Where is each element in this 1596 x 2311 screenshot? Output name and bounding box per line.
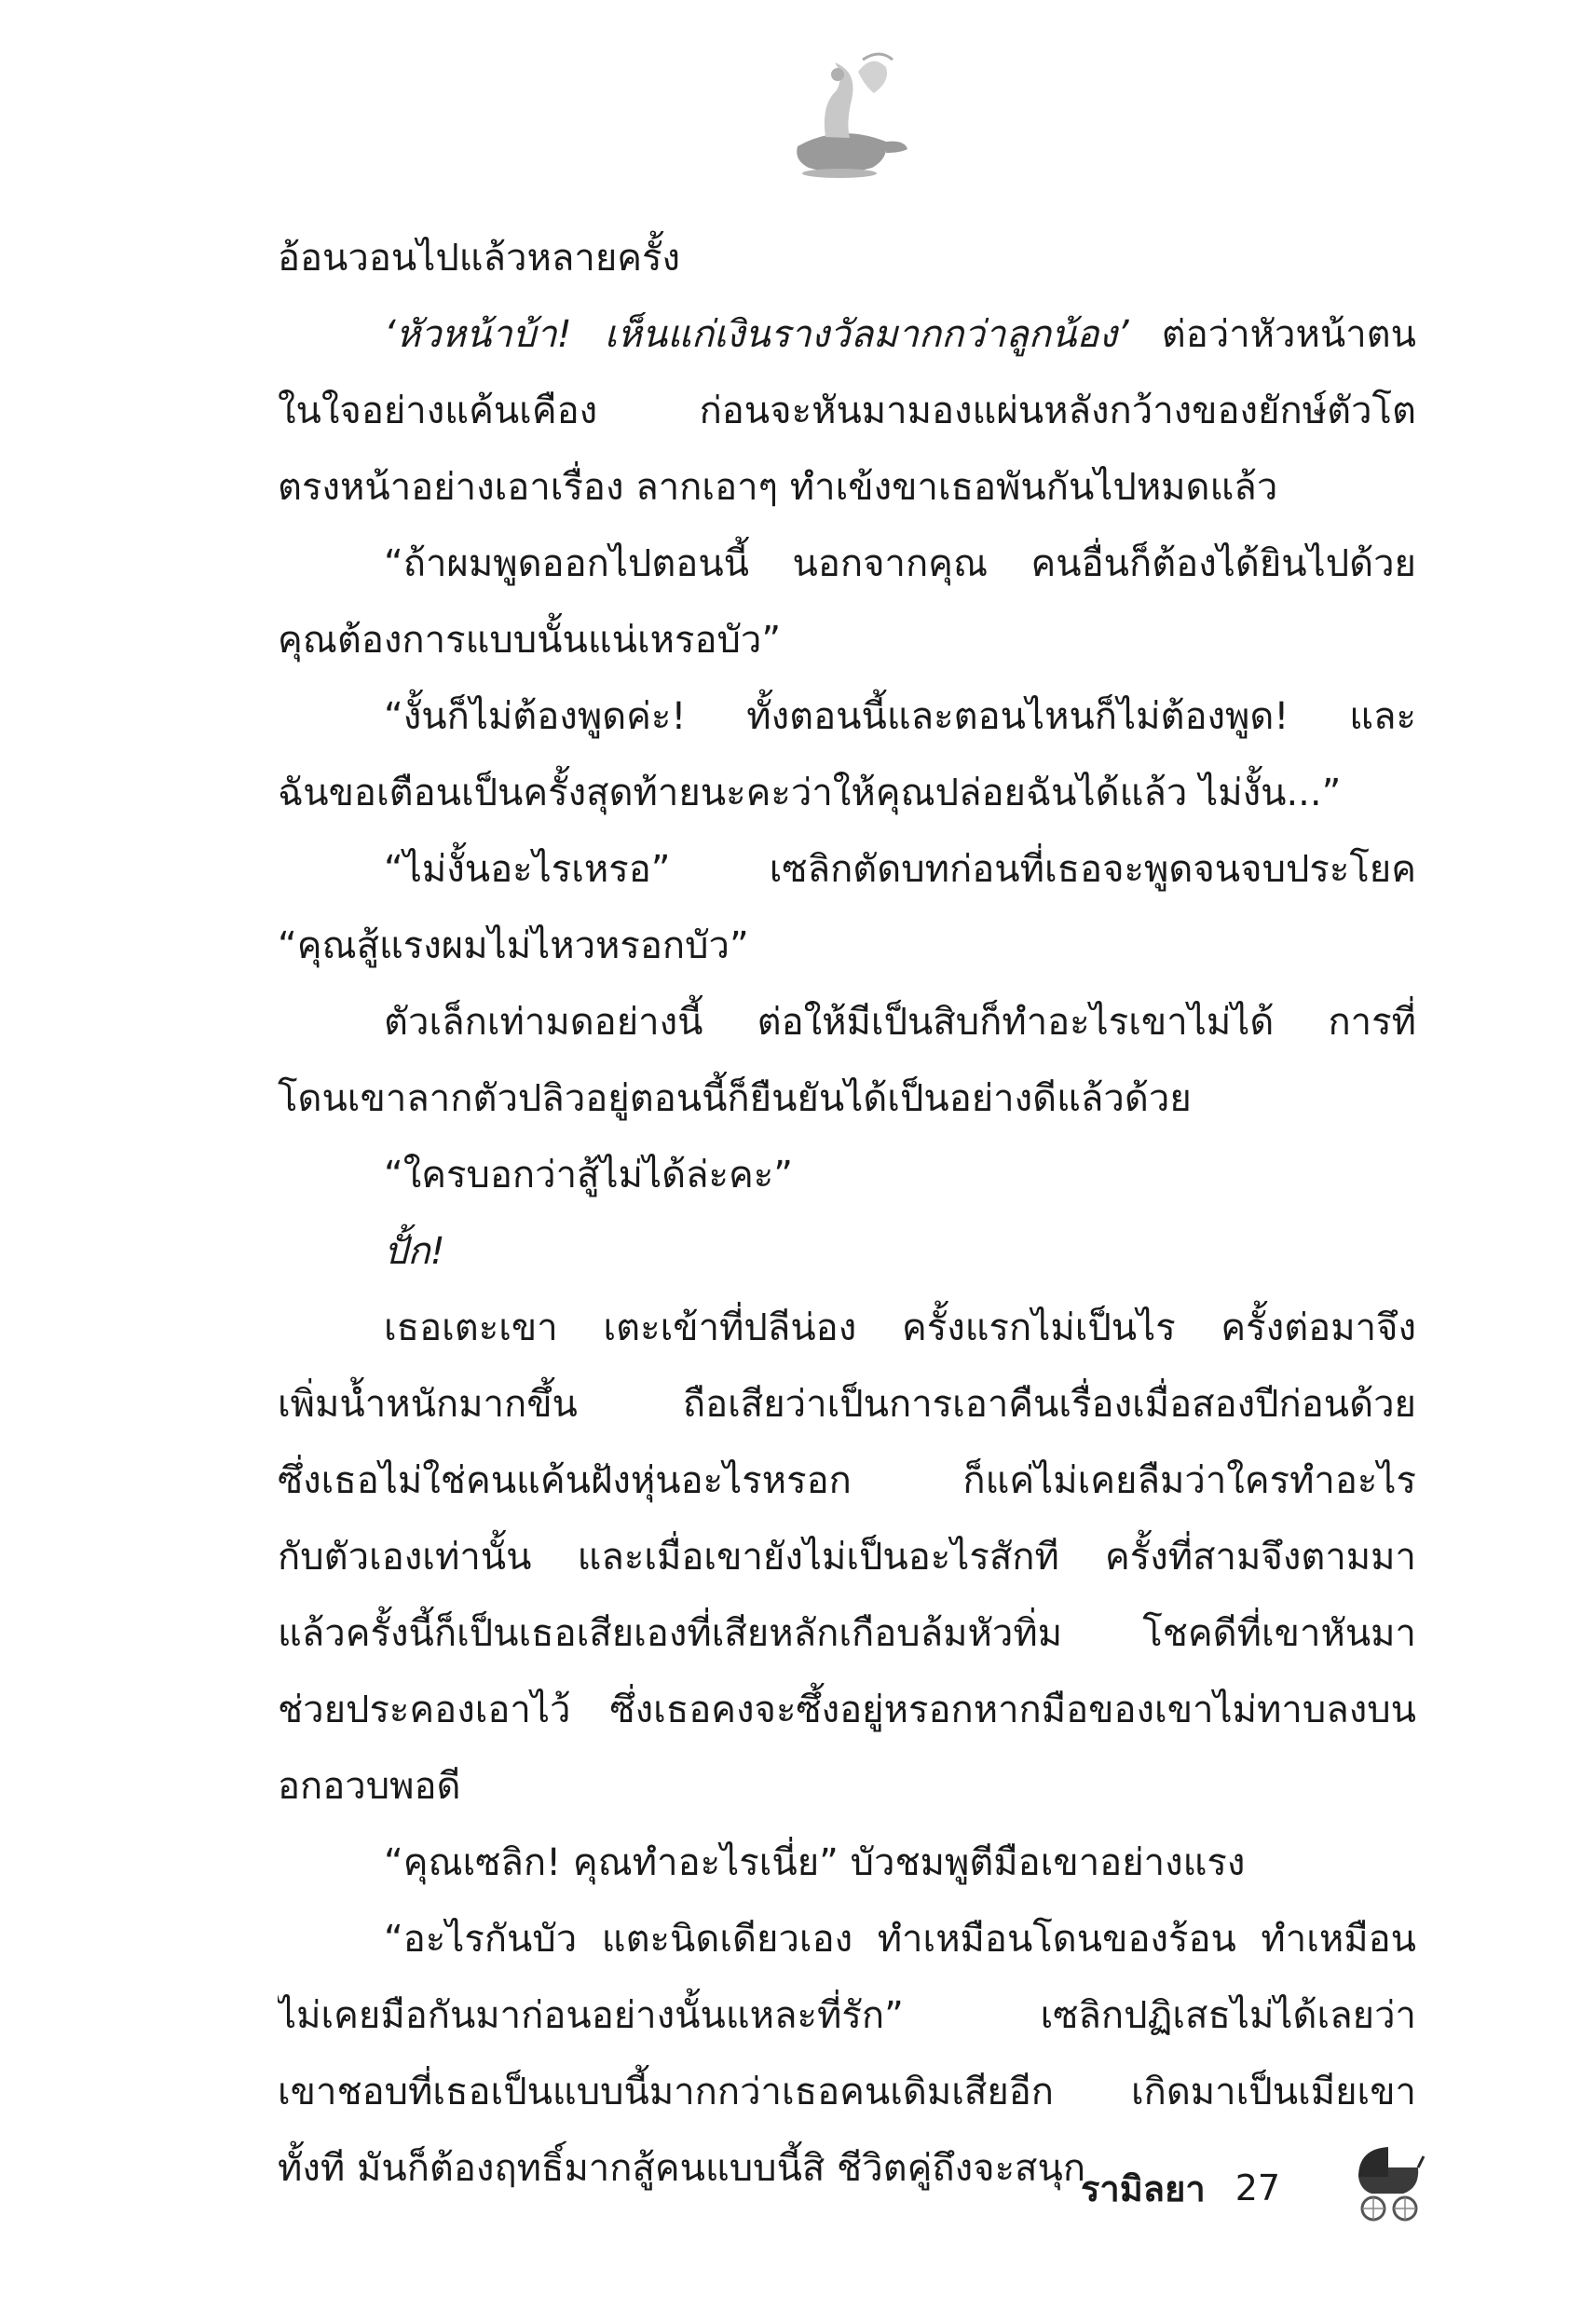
text-fragment: ต่อว่าหัวหน้าตน — [1128, 313, 1416, 356]
text-line: ในใจอย่างแค้นเคือง ก่อนจะหันมามองแผ่นหลังกว้างของยักษ์ตัวโต — [278, 390, 1416, 432]
text-line: อ้อนวอนไปแล้วหลายครั้ง — [278, 237, 681, 280]
book-title: รามิลยา — [1081, 2167, 1206, 2209]
baby-carriage-icon — [1351, 2140, 1425, 2223]
lamp-ornament-icon — [770, 48, 909, 179]
text-line: “ใครบอกว่าสู้ไม่ได้ล่ะคะ” — [384, 1154, 794, 1197]
text-line: “ถ้าผมพูดออกไปตอนนี้ นอกจากคุณ คนอื่นก็ต้องได้ยินไปด้วย — [384, 542, 1416, 585]
text-line: ตัวเล็กเท่ามดอย่างนี้ ต่อให้มีเป็นสิบก็ทำอะไรเขาไม่ได้ การที่ — [384, 1001, 1416, 1044]
text-line: โดนเขาลากตัวปลิวอยู่ตอนนี้ก็ยืนยันได้เป็นอย่างดีแล้วด้วย — [278, 1077, 1192, 1120]
text-line: เขาชอบที่เธอเป็นแบบนี้มากกว่าเธอคนเดิมเสียอีก เกิดมาเป็นเมียเขา — [278, 2071, 1416, 2113]
text-line: “งั้นก็ไม่ต้องพูดค่ะ! ทั้งตอนนี้และตอนไหนก็ไม่ต้องพูด! และ — [384, 695, 1416, 738]
text-line: เพิ่มน้ำหนักมากขึ้น ถือเสียว่าเป็นการเอาคืนเรื่องเมื่อสองปีก่อนด้วย — [278, 1383, 1416, 1426]
text-line: “คุณเซลิก! คุณทำอะไรเนี่ย” บัวชมพูตีมือเขาอย่างแรง — [384, 1841, 1246, 1884]
text-line: ทั้งที มันก็ต้องฤทธิ์มากสู้คนแบบนี้สิ ชีวิตคู่ถึงจะสนุก — [278, 2147, 1086, 2190]
text-line — [278, 296, 1416, 373]
text-line: “อะไรกันบัว แตะนิดเดียวเอง ทำเหมือนโดนของร้อน ทำเหมือน — [384, 1918, 1416, 1961]
page-footer — [1081, 2160, 1280, 2216]
text-line: ฉันขอเตือนเป็นครั้งสุดท้ายนะคะว่าให้คุณปล่อยฉันได้แล้ว ไม่งั้น...” — [278, 772, 1342, 814]
text-line: ตรงหน้าอย่างเอาเรื่อง ลากเอาๆ ทำเข้งขาเธอพันกันไปหมดแล้ว — [278, 466, 1278, 509]
text-line: คุณต้องการแบบนั้นแน่เหรอบัว” — [278, 619, 782, 662]
text-line: ปั้ก! — [384, 1230, 445, 1273]
text-line: “ไม่งั้นอะไรเหรอ” เซลิกตัดบทก่อนที่เธอจะพูดจนจบประโยค — [384, 848, 1416, 891]
text-line: เธอเตะเขา เตะเข้าที่ปลีน่อง ครั้งแรกไม่เป็นไร ครั้งต่อมาจึง — [384, 1306, 1416, 1349]
inner-thought: ‘หัวหน้าบ้า! เห็นแก่เงินรางวัลมากกว่าลูกน้อง’ — [384, 313, 1129, 356]
text-line: ไม่เคยมือกันมาก่อนอย่างนั้นแหละที่รัก” เซลิกปฏิเสธไม่ได้เลยว่า — [278, 1994, 1416, 2037]
text-line: “คุณสู้แรงผมไม่ไหวหรอกบัว” — [278, 924, 749, 967]
text-line: ซึ่งเธอไม่ใช่คนแค้นฝังหุ่นอะไรหรอก ก็แค่ไม่เคยลืมว่าใครทำอะไร — [278, 1459, 1416, 1502]
text-line: กับตัวเองเท่านั้น และเมื่อเขายังไม่เป็นอะไรสักที ครั้งที่สามจึงตามมา — [278, 1536, 1416, 1579]
page-number: 27 — [1235, 2167, 1281, 2208]
body-text — [278, 220, 1416, 2207]
text-line: อกอวบพอดี — [278, 1765, 461, 1808]
text-line: ช่วยประคองเอาไว้ ซึ่งเธอคงจะซึ้งอยู่หรอกหากมือของเขาไม่ทาบลงบน — [278, 1689, 1416, 1731]
text-line: แล้วครั้งนี้ก็เป็นเธอเสียเองที่เสียหลักเกือบล้มหัวทิ่ม โชคดีที่เขาหันมา — [278, 1612, 1416, 1655]
